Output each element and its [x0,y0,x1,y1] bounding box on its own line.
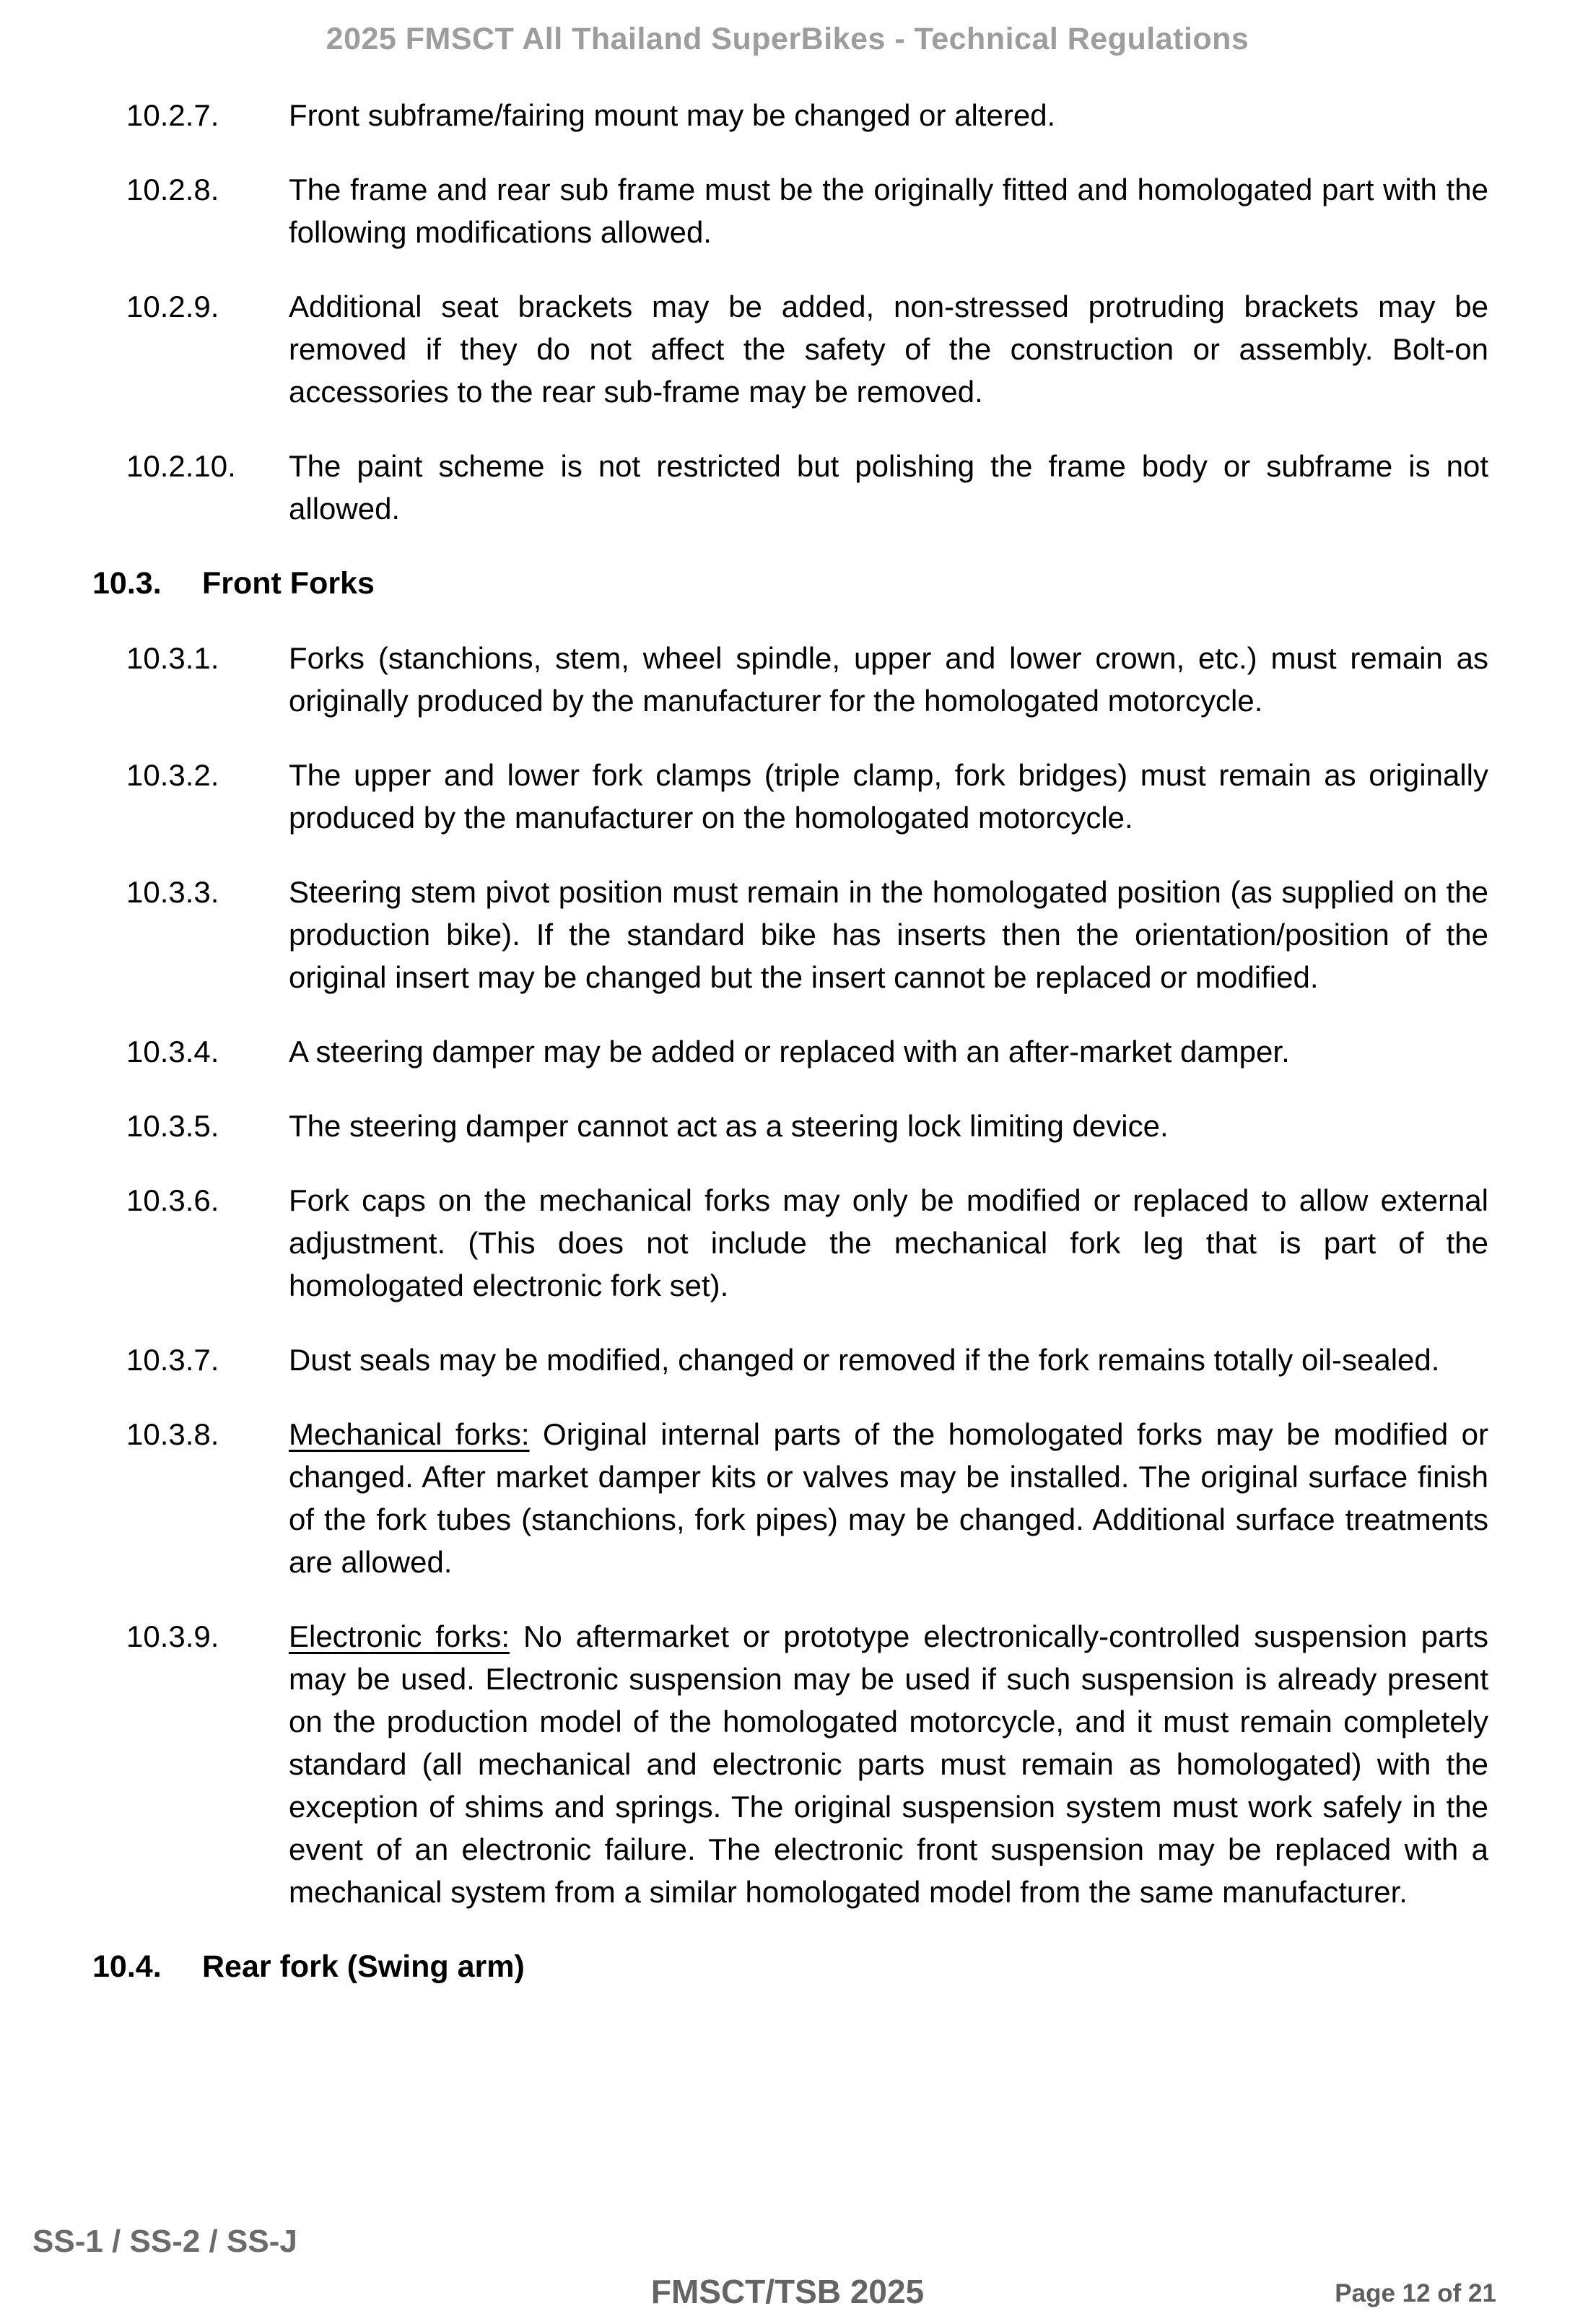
footer-center-label: FMSCT/TSB 2025 [650,2273,925,2310]
regulation-item [0,754,1575,839]
regulation-item [0,1179,1575,1307]
item-number: 10.3.2. [126,758,219,792]
item-number: 10.3.3. [126,875,219,909]
regulation-item [0,1413,1575,1583]
item-text: Front subframe/fairing mount may be changed or altered. [289,98,1056,132]
page-footer [0,2223,1575,2324]
item-text: A steering damper may be added or replaced with an after-market damper. [289,1035,1290,1069]
footer-row [0,2271,1575,2311]
item-number: 10.3.5. [126,1109,219,1143]
item-text: Dust seals may be modified, changed or removed if the fork remains totally oil-sealed. [289,1343,1440,1377]
item-number: 10.3.1. [126,641,219,675]
item-text: Additional seat brackets may be added, non-stressed protruding brackets may be removed if they do not affect the safety of the construction or assembly. Bolt-on accessories to the rear sub-frame may be removed. [289,290,1488,409]
regulation-item [0,1105,1575,1147]
section-title: Front Forks [202,566,375,601]
item-text: Steering stem pivot position must remain in the homologated position (as supplied on the production bike). If the standard bike has inserts then the orientation/position of the original insert may be changed but the insert cannot be replaced or modified. [289,875,1488,994]
footer-class-label: SS-1 / SS-2 / SS-J [32,2224,297,2259]
item-number: 10.2.8. [126,173,219,206]
item-text: The paint scheme is not restricted but polishing the frame body or subframe is not allowed. [289,449,1488,526]
regulation-item [0,1030,1575,1073]
regulation-item [0,871,1575,998]
content [0,62,1575,1988]
page-header-title: 2025 FMSCT All Thailand SuperBikes - Technical Regulations [326,22,1249,56]
item-text: The frame and rear sub frame must be the originally fitted and homologated part with the following modifications allowed. [289,173,1488,249]
regulation-item [0,637,1575,722]
regulation-item [0,1615,1575,1913]
regulation-item [0,168,1575,253]
item-text: Fork caps on the mechanical forks may only be modified or replaced to allow external adjustment. (This does not include the mechanical fork leg that is part of the homologated electronic fork set). [289,1183,1488,1302]
section-number: 10.4. [92,1949,162,1984]
item-number: 10.3.8. [126,1417,219,1451]
item-number: 10.3.4. [126,1035,219,1069]
item-number: 10.3.9. [126,1619,219,1653]
regulation-item [0,1339,1575,1381]
regulation-item [0,285,1575,413]
section-number: 10.3. [92,566,162,601]
item-text: Forks (stanchions, stem, wheel spindle, upper and lower crown, etc.) must remain as originally produced by the manufacturer for the homologated motorcycle. [289,641,1488,718]
section-heading [92,1945,1575,1988]
section-heading [92,562,1575,605]
regulation-item [0,94,1575,136]
item-text: The upper and lower fork clamps (triple clamp, fork bridges) must remain as originally produced by the manufacturer on the homologated motorcycle. [289,758,1488,835]
item-text: The steering damper cannot act as a steering lock limiting device. [289,1109,1169,1143]
page-number-label: Page 12 of 21 [1335,2279,1496,2307]
item-number: 10.2.7. [126,98,219,132]
item-number: 10.3.7. [126,1343,219,1377]
item-number: 10.2.10. [126,449,236,483]
item-text: Electronic forks: No aftermarket or prototype electronically-controlled suspension parts may be used. Electronic suspension may be used if such suspension is already present on the production model of the homologated motorcycle, and it must remain completely standard (all mechanical and electronic parts must remain as homologated) with the exception of shims and springs. The original suspension system must work safely in the event of an electronic failure. The electronic front suspension may be replaced with a mechanical system from a similar homologated model from the same manufacturer. [289,1619,1488,1909]
regulation-item [0,445,1575,530]
item-text: Mechanical forks: Original internal parts of the homologated forks may be modified or changed. After market damper kits or valves may be installed. The original surface finish of the fork tubes (stanchions, fork pipes) may be changed. Additional surface treatments are allowed. [289,1417,1488,1579]
section-title: Rear fork (Swing arm) [202,1949,525,1984]
item-number: 10.2.9. [126,290,219,323]
item-number: 10.3.6. [126,1183,219,1217]
